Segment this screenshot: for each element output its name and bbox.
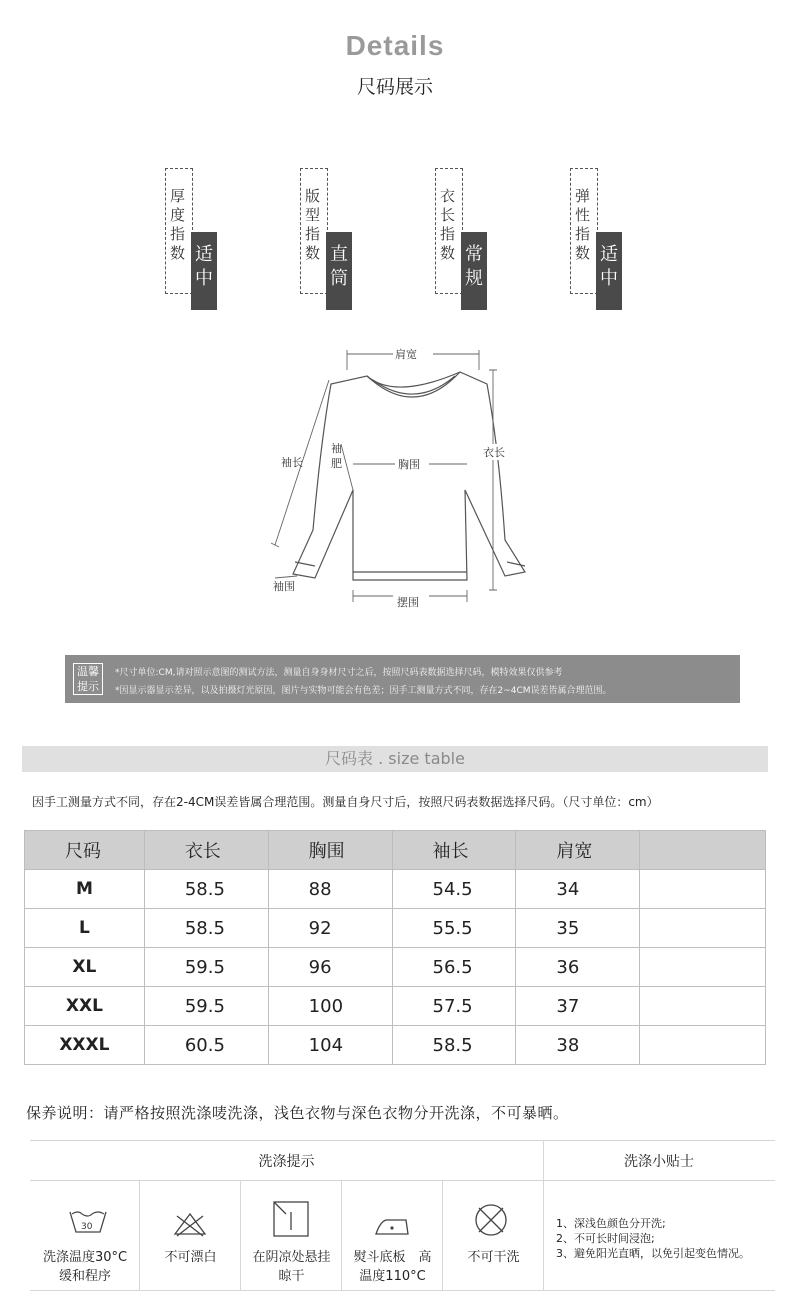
- tip-line-2: *因显示器显示差异，以及拍摄灯光原因，图片与实物可能会有色差；因手工测量方式不同，存在2~4CM误差皆属合理范围。: [115, 686, 612, 696]
- cell-size: XL: [25, 948, 145, 987]
- sleeve-width-line: [341, 444, 353, 490]
- cell-size: XXL: [25, 987, 145, 1026]
- label-cuff: 袖围: [273, 580, 295, 593]
- header-sleeve: 袖长: [392, 831, 516, 870]
- tip-line-1: *尺寸单位:CM,请对照示意图的测试方法，测量自身身材尺寸之后，按照尺码表数据选择尺码，模特效果仅供参考: [115, 668, 563, 678]
- tip-badge: 温馨提示: [73, 663, 103, 695]
- label-shoulder: 肩宽: [395, 348, 417, 361]
- cell-empty: [640, 909, 766, 948]
- wash-item-line1: 不可漂白: [164, 1250, 217, 1265]
- cell-size: M: [25, 870, 145, 909]
- sweater-measurement-diagram: [255, 340, 555, 615]
- table-row: [25, 909, 766, 948]
- size-table-header-row: [25, 831, 766, 870]
- header-empty: [640, 831, 766, 870]
- wash-table-bottom-border: [30, 1290, 775, 1291]
- size-table-note: 因手工测量方式不同，存在2-4CM误差皆属合理范围。测量自身尺寸后，按照尺码表数据选择尺码。（尺寸单位：cm）: [32, 795, 659, 809]
- care-instructions: 保养说明：请严格按照洗涤唛洗涤，浅色衣物与深色衣物分开洗涤，不可暴晒。: [26, 1104, 569, 1122]
- label-sleeve-width-bottom: 肥: [331, 457, 342, 470]
- label-sleeve-length: 袖长: [281, 456, 303, 469]
- cell-chest: 92: [268, 909, 392, 948]
- cell-length: 58.5: [144, 870, 268, 909]
- cell-empty: [640, 948, 766, 987]
- wash-item-label: [140, 1248, 241, 1267]
- table-row: [25, 987, 766, 1026]
- cell-length: 59.5: [144, 987, 268, 1026]
- cell-chest: 100: [268, 987, 392, 1026]
- index-label: 衣长指数: [440, 187, 456, 262]
- cell-empty: [640, 870, 766, 909]
- wash-header-right: 洗涤小贴士: [624, 1154, 694, 1170]
- wash-item-label: [241, 1248, 342, 1286]
- cell-chest: 104: [268, 1026, 392, 1065]
- cell-shoulder: 36: [516, 948, 640, 987]
- cell-empty: [640, 1026, 766, 1065]
- cell-sleeve: 56.5: [392, 948, 516, 987]
- wash-item-line1: 不可干洗: [467, 1250, 520, 1265]
- header-chest: 胸围: [268, 831, 392, 870]
- wash-item-line2: 晾干: [278, 1269, 305, 1284]
- wash-header-left: 洗涤提示: [258, 1154, 315, 1170]
- index-value: 适中: [191, 232, 217, 310]
- cell-length: 58.5: [144, 909, 268, 948]
- wash-tip: 1、深浅色颜色分开洗;: [556, 1217, 666, 1230]
- label-sleeve-width-top: 袖: [331, 442, 342, 455]
- page-subtitle: 尺码展示: [356, 76, 433, 98]
- cell-sleeve: 55.5: [392, 909, 516, 948]
- wash-item-line1: 熨斗底板 高: [353, 1250, 432, 1265]
- collar-outline: [367, 372, 460, 397]
- index-card-length: [435, 165, 495, 315]
- iron-icon: [372, 1214, 412, 1238]
- cell-size: XXXL: [25, 1026, 145, 1065]
- index-card-fit: [300, 165, 360, 315]
- wash-item-label: [30, 1248, 140, 1286]
- table-row: [25, 948, 766, 987]
- cell-shoulder: 37: [516, 987, 640, 1026]
- cell-chest: 88: [268, 870, 392, 909]
- sweater-outline: [293, 372, 525, 580]
- table-row: [25, 870, 766, 909]
- wash-item-label: [443, 1248, 544, 1267]
- cell-chest: 96: [268, 948, 392, 987]
- label-chest: 胸围: [398, 458, 420, 471]
- cell-sleeve: 58.5: [392, 1026, 516, 1065]
- label-body-length: 衣长: [483, 446, 505, 459]
- wash-tips-list: [556, 1216, 750, 1261]
- label-hem: 摆围: [397, 596, 419, 609]
- tip-banner: [65, 655, 740, 703]
- header-shoulder: 肩宽: [516, 831, 640, 870]
- cell-shoulder: 38: [516, 1026, 640, 1065]
- cell-size: L: [25, 909, 145, 948]
- no-dry-clean-icon: [473, 1202, 509, 1238]
- index-label: 版型指数: [305, 187, 321, 262]
- no-bleach-icon: [171, 1210, 209, 1238]
- wash-30-icon: [68, 1208, 108, 1236]
- cell-sleeve: 57.5: [392, 987, 516, 1026]
- cuff-measure-line: [275, 576, 297, 578]
- index-card-elasticity: [570, 165, 630, 315]
- cell-length: 59.5: [144, 948, 268, 987]
- wash-item-line1: 洗涤温度30°C: [42, 1250, 128, 1265]
- wash-tip: 3、避免阳光直晒，以免引起变色情况。: [556, 1247, 750, 1260]
- cell-sleeve: 54.5: [392, 870, 516, 909]
- index-value: 直筒: [326, 232, 352, 310]
- cell-empty: [640, 987, 766, 1026]
- index-card-thickness: [165, 165, 225, 315]
- header-length: 衣长: [144, 831, 268, 870]
- index-label: 厚度指数: [170, 187, 186, 262]
- cuff-right: [507, 562, 525, 566]
- wash-table-mid-border: [30, 1180, 775, 1181]
- wash-temp-badge: 30: [81, 1222, 93, 1232]
- cell-shoulder: 34: [516, 870, 640, 909]
- size-table-title: 尺码表 . size table: [22, 746, 768, 772]
- cell-length: 60.5: [144, 1026, 268, 1065]
- wash-item-line1: 在阴凉处悬挂: [252, 1250, 331, 1265]
- index-label: 弹性指数: [575, 187, 591, 262]
- wash-table-top-border: [30, 1140, 775, 1141]
- header-size: 尺码: [25, 831, 145, 870]
- shade-dry-icon: [272, 1200, 310, 1238]
- wash-item-line2: 缓和程序: [58, 1269, 111, 1284]
- size-table: [24, 830, 766, 1065]
- cell-shoulder: 35: [516, 909, 640, 948]
- wash-item-label: [342, 1248, 443, 1286]
- index-value: 适中: [596, 232, 622, 310]
- page-title: Details: [345, 30, 445, 61]
- index-value: 常规: [461, 232, 487, 310]
- wash-tip: 2、不可长时间浸泡;: [556, 1232, 655, 1245]
- table-row: [25, 1026, 766, 1065]
- wash-item-line2: 温度110°C: [359, 1269, 426, 1284]
